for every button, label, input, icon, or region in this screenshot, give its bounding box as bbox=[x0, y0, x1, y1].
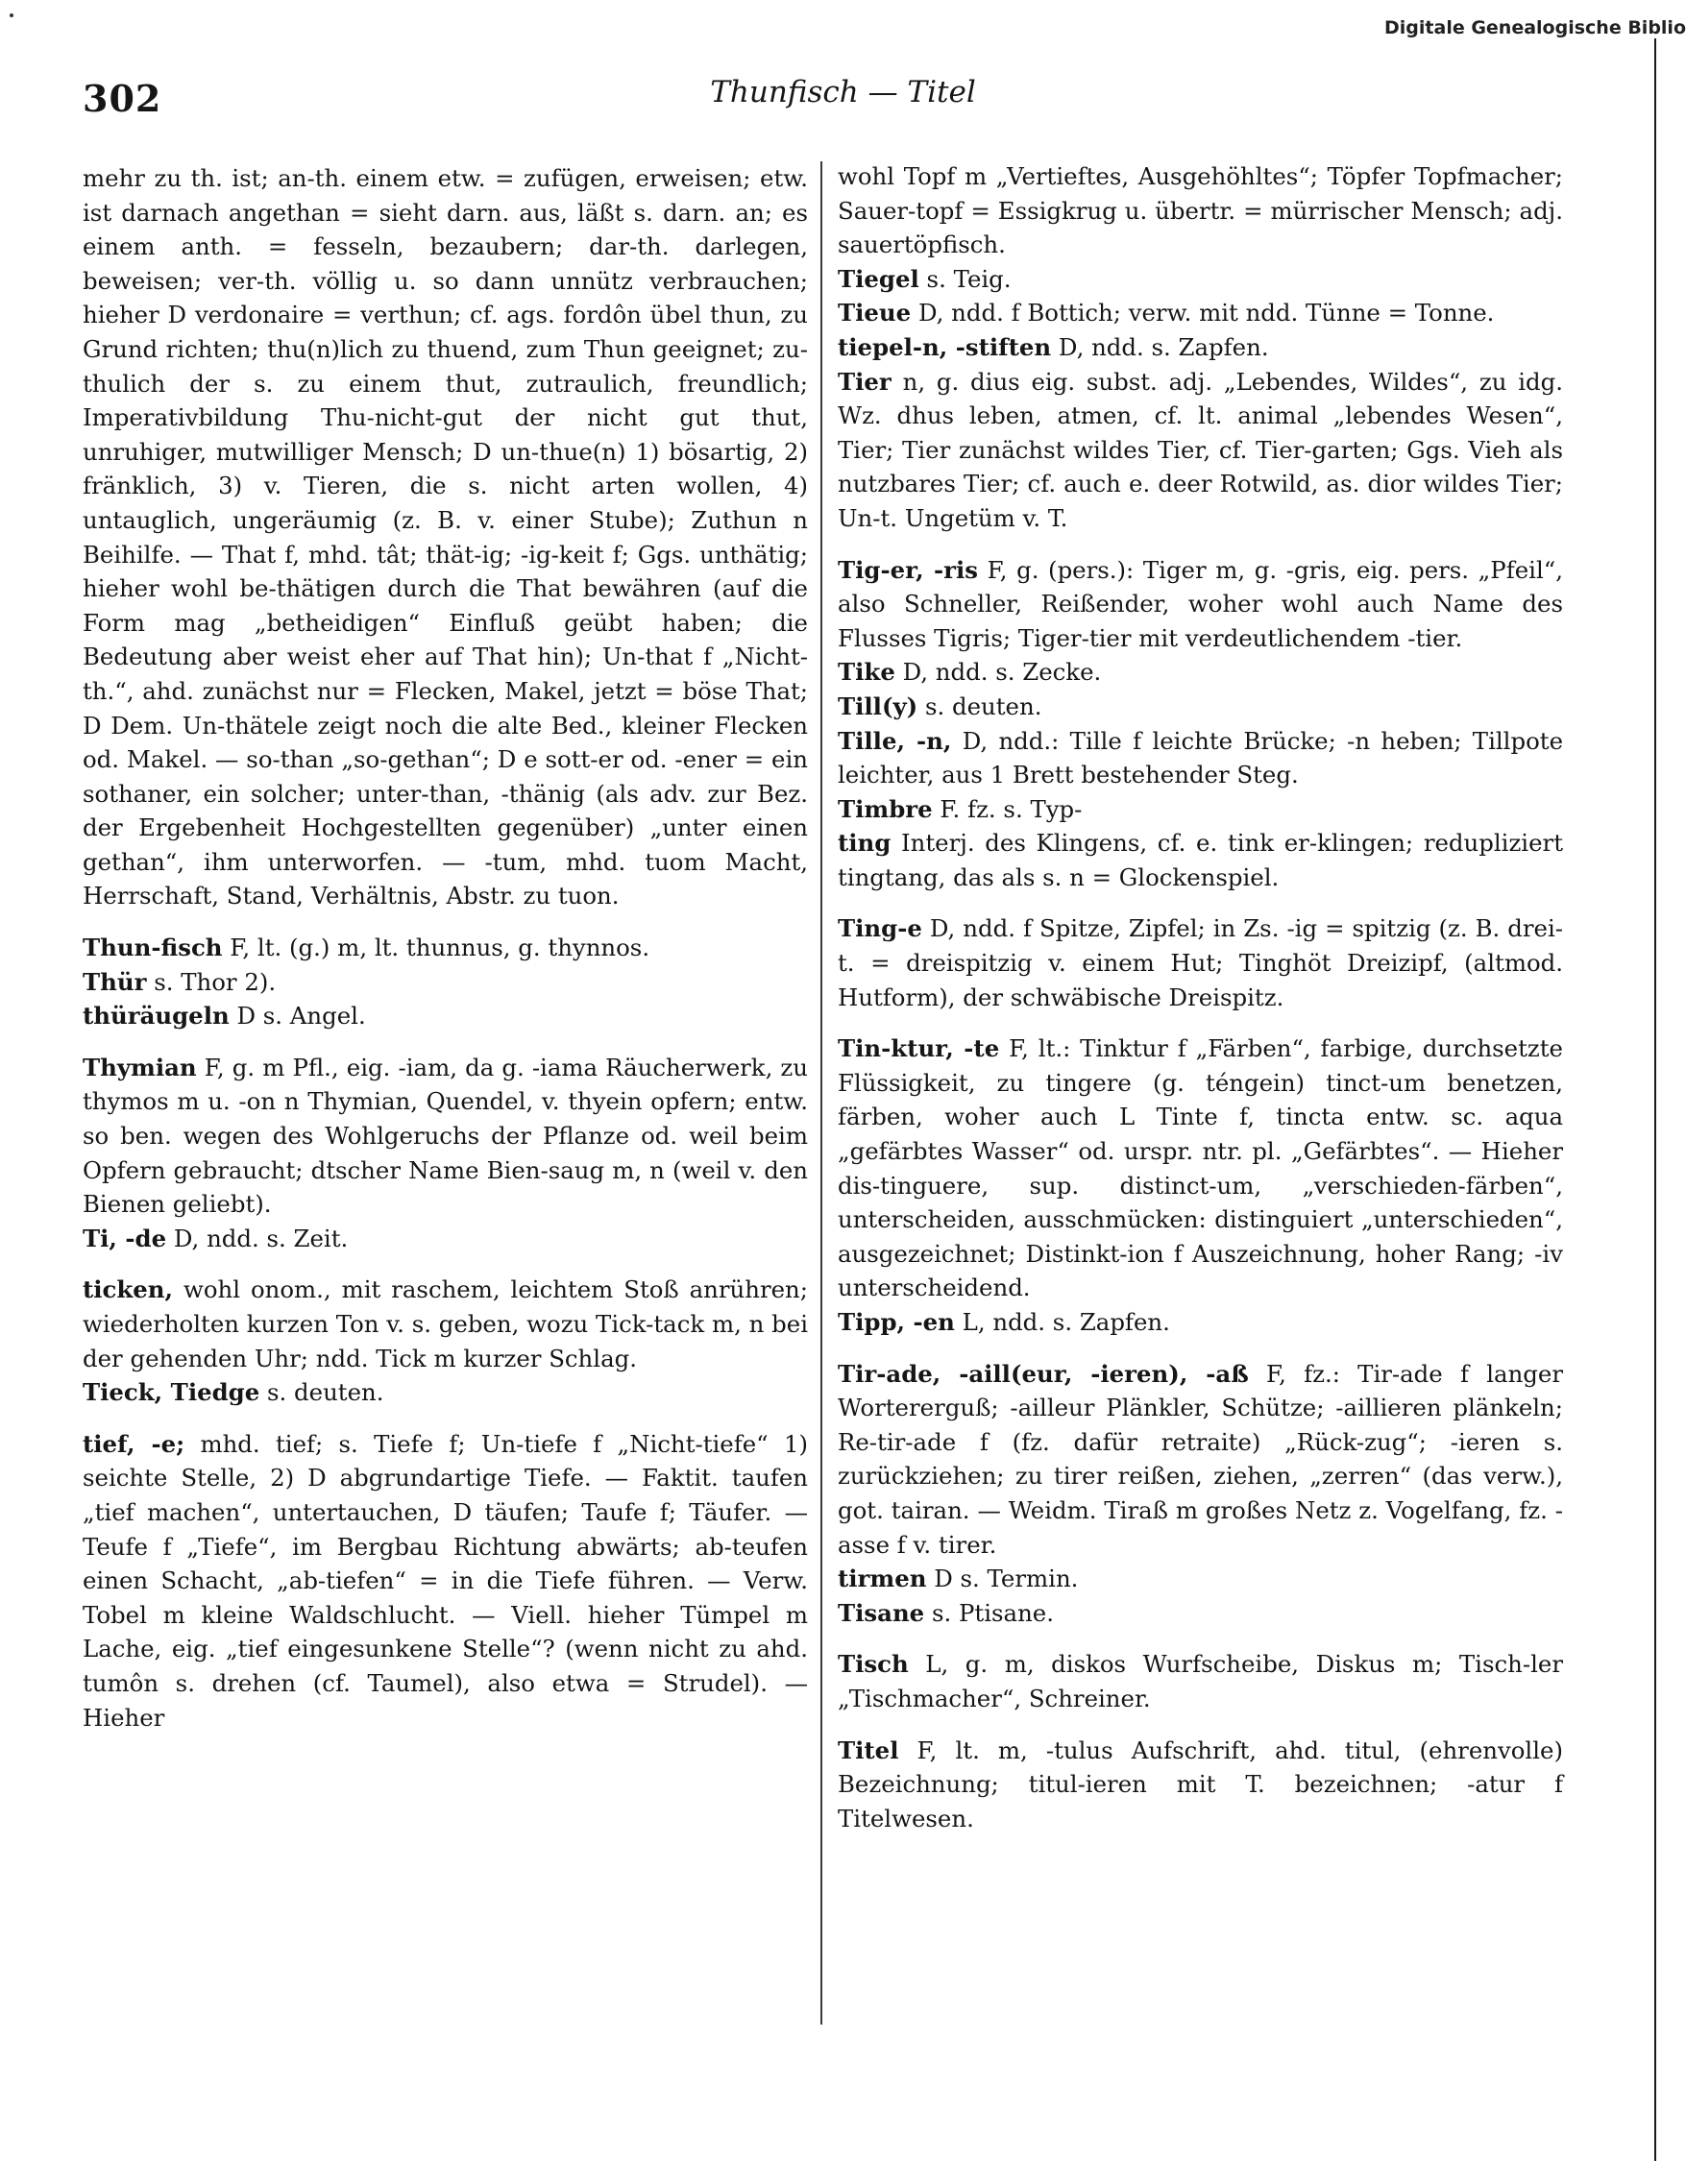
column-divider bbox=[820, 161, 822, 2025]
entry-headword: ting bbox=[838, 829, 892, 858]
dictionary-entry bbox=[838, 1562, 1563, 1596]
dictionary-entry bbox=[838, 655, 1563, 690]
dictionary-entry bbox=[838, 690, 1563, 724]
entry-text: D, ndd.: Tille f leichte Brücke; -n heben; Tillpote leichter, aus 1 Brett bestehender Steg. bbox=[838, 726, 1564, 789]
dictionary-entry bbox=[838, 1647, 1563, 1715]
dictionary-entry bbox=[838, 365, 1563, 536]
entry-headword: Tipp, -en bbox=[838, 1308, 955, 1336]
entry-text: F, lt. (g.) m, lt. thunnus, g. thynnos. bbox=[230, 934, 650, 962]
entry-headword: Tisane bbox=[838, 1598, 925, 1627]
left-column bbox=[83, 161, 808, 1735]
entry-text: s. Ptisane. bbox=[931, 1598, 1054, 1627]
entry-headword: Till(y) bbox=[838, 692, 918, 720]
dictionary-entry bbox=[838, 1357, 1563, 1563]
entry-text: mhd. tief; s. Tiefe f; Un-tiefe f „Nicht-tiefe“ 1) seichte Stelle, 2) D abgrundartige Tiefe. — Faktit. taufen „tief machen“, untertauchen, D täufen; Taufe f; Täufer. — Teufe f „Tiefe“, im Bergbau Richtung abwärts; ab-teufen einen Schacht, „ab-tiefen“ = in die Tiefe führen. — Verw. Tobel m kleine Waldschlucht. — Viell. hieher Tümpel m Lache, eig. „tief eingesunkene Stelle“? (wenn nicht zu ahd. tumôn s. drehen (cf. Taumel), also etwa = Strudel). — Hieher bbox=[83, 1429, 808, 1732]
running-head: Thunfisch — Titel bbox=[710, 75, 976, 109]
entry-text: n, g. dius eig. subst. adj. „Lebendes, Wildes“, zu idg. Wz. dhus leben, atmen, cf. lt. animal „lebendes Wesen“, Tier; Tier zunächst wildes Tier, cf. Tier-garten; Ggs. Vieh als nutzbares Tier; cf. auch e. deer Rotwild, as. dior wildes Tier; Un-t. Ungetüm v. T. bbox=[838, 367, 1563, 532]
scan-speck bbox=[10, 13, 13, 17]
entry-text: wohl onom., mit raschem, leichtem Stoß anrühren; wiederholten kurzen Ton v. s. geben, wozu Tick-tack m, n bei der gehenden Uhr; ndd. Tick m kurzer Schlag. bbox=[83, 1275, 808, 1372]
entry-headword: Tisch bbox=[838, 1650, 909, 1679]
dictionary-entry bbox=[838, 1734, 1563, 1836]
dictionary-entry bbox=[83, 965, 808, 1000]
dictionary-entry bbox=[838, 159, 1563, 262]
dictionary-entry bbox=[838, 296, 1563, 330]
dictionary-entry bbox=[83, 1222, 808, 1256]
entry-text: s. Thor 2). bbox=[154, 967, 277, 996]
entry-headword: Tille, -n, bbox=[838, 726, 952, 755]
dictionary-entry bbox=[838, 1031, 1563, 1305]
entry-headword: tiepel-n, -stiften bbox=[838, 332, 1052, 361]
entry-text: F, g. (pers.): Tiger m, g. -gris, eig. pers. „Pfeil“, also Schneller, Reißender, woher wohl auch Name des Flusses Tigris; Tiger-tier mit verdeutlichendem -tier. bbox=[838, 555, 1563, 652]
entry-headword: Tin-ktur, -te bbox=[838, 1034, 1000, 1063]
entry-text: D, ndd. s. Zeit. bbox=[173, 1224, 349, 1252]
entry-text: D s. Angel. bbox=[236, 1002, 366, 1031]
dictionary-entry bbox=[83, 1051, 808, 1222]
entry-text: D s. Termin. bbox=[934, 1565, 1079, 1593]
dictionary-entry bbox=[838, 1305, 1563, 1340]
entry-headword: Ti, -de bbox=[83, 1224, 167, 1252]
entry-headword: Tig-er, -ris bbox=[838, 555, 978, 584]
entry-text: F, g. m Pfl., eig. -iam, da g. -iama Räucherwerk, zu thymos m u. -on n Thymian, Quendel, v. thyein opfern; entw. so ben. wegen des Wohlgeruchs der Pflanze od. weil beim Opfern gebraucht; dtscher Name Bien-saug m, n (weil v. den Bienen geliebt). bbox=[83, 1053, 808, 1219]
entry-text: D, ndd. f Spitze, Zipfel; in Zs. -ig = spitzig (z. B. drei-t. = dreispitzig v. einem Hut; Tinghöt Dreizipf, (altmod. Hutform), der schwäbische Dreispitz. bbox=[838, 914, 1563, 1011]
entry-headword: Tiegel bbox=[838, 264, 919, 293]
entry-headword: Timbre bbox=[838, 794, 933, 823]
entry-text: wohl Topf m „Vertieftes, Ausgehöhltes“; Töpfer Topfmacher; Sauer-topf = Essigkrug u. übertr. = mürrischer Mensch; adj. sauertöpfisch. bbox=[838, 162, 1563, 259]
entry-headword: ticken, bbox=[83, 1275, 174, 1304]
entry-text: F, lt. m, -tulus Aufschrift, ahd. titul, (ehrenvolle) Bezeichnung; titul-ieren mit T. bezeichnen; -atur f Titelwesen. bbox=[838, 1735, 1563, 1832]
entry-headword: tirmen bbox=[838, 1565, 927, 1593]
entry-text: s. Teig. bbox=[926, 264, 1012, 293]
entry-text: s. deuten. bbox=[267, 1378, 384, 1407]
entry-text: F. fz. s. Typ- bbox=[940, 794, 1083, 823]
entry-headword: Tieue bbox=[838, 299, 912, 328]
right-column bbox=[838, 159, 1563, 1835]
dictionary-entry bbox=[838, 724, 1563, 792]
entry-headword: Thür bbox=[83, 967, 147, 996]
entry-headword: Tir-ade, -aill(eur, -ieren), -aß bbox=[838, 1359, 1249, 1388]
library-watermark: Digitale Genealogische Biblio bbox=[1384, 17, 1686, 38]
page-edge-line bbox=[1654, 38, 1656, 2161]
page-number: 302 bbox=[83, 77, 162, 120]
dictionary-entry bbox=[83, 999, 808, 1033]
dictionary-entry bbox=[83, 1273, 808, 1375]
entry-text: s. deuten. bbox=[924, 692, 1042, 720]
entry-text: L, ndd. s. Zapfen. bbox=[962, 1308, 1170, 1336]
entry-headword: Thymian bbox=[83, 1053, 197, 1081]
entry-text: D, ndd. s. Zapfen. bbox=[1058, 332, 1269, 361]
entry-headword: Ting-e bbox=[838, 914, 922, 943]
dictionary-entry bbox=[83, 931, 808, 965]
dictionary-entry bbox=[83, 161, 808, 913]
dictionary-entry bbox=[838, 330, 1563, 365]
dictionary-entry bbox=[838, 1596, 1563, 1631]
entry-headword: Titel bbox=[838, 1735, 899, 1764]
dictionary-entry bbox=[83, 1427, 808, 1735]
entry-headword: thüräugeln bbox=[83, 1002, 230, 1031]
entry-headword: Tieck, Tiedge bbox=[83, 1378, 260, 1407]
dictionary-entry bbox=[83, 1375, 808, 1410]
entry-text: Interj. des Klingens, cf. e. tink er-klingen; redupliziert tingtang, das als s. n = Glockenspiel. bbox=[838, 829, 1563, 891]
entry-headword: Tier bbox=[838, 367, 892, 396]
entry-text: D, ndd. s. Zecke. bbox=[902, 658, 1102, 687]
dictionary-entry bbox=[838, 911, 1563, 1014]
entry-text: mehr zu th. ist; an-th. einem etw. = zufügen, erweisen; etw. ist darnach angethan = sieht darn. aus, läßt s. darn. an; es einem anth. = fesseln, bezaubern; dar-th. darlegen, beweisen; ver-th. völlig u. so dann unnütz verbrauchen; hieher D verdonaire = verthun; cf. ags. fordôn übel thun, zu Grund richten; thu(n)lich zu thuend, zum Thun geeignet; zu-thulich der s. zu einem thut, zutraulich, freundlich; Imperativbildung Thu-nicht-gut der nicht gut thut, unruhiger, mutwilliger Mensch; D un-thue(n) 1) bösartig, 2) fränklich, 3) v. Tieren, die s. nicht arten wollen, 4) untauglich, ungeräumig (z. B. v. einer Stube); Zuthun n Beihilfe. — That f, mhd. tât; thät-ig; -ig-keit f; Ggs. unthätig; hieher wohl be-thätigen durch die That bewähren (auf die Form mag „betheidigen“ Einfluß geübt haben; die Bedeutung aber weist eher auf That hin); Un-that f „Nicht-th.“, ahd. zunächst nur = Flecken, Makel, jetzt = böse That; D Dem. Un-thätele zeigt noch die alte Bed., kleiner Flecken od. Makel. — so-than „so-gethan“; D e sott-er od. -ener = ein sothaner, ein solcher; unter-than, -thänig (als adv. zur Bez. der Ergebenheit Hochgestellten gegenüber) „unter einen gethan“, ihm unterworfen. — -tum, mhd. tuom Macht, Herrschaft, Stand, Verhältnis, Abstr. zu tuon. bbox=[83, 164, 808, 910]
entry-headword: tief, -e; bbox=[83, 1429, 185, 1458]
entry-headword: Thun-fisch bbox=[83, 934, 223, 962]
entry-text: F, fz.: Tir-ade f langer Wortererguß; -ailleur Plänkler, Schütze; -aillieren plänkeln; Re-tir-ade f (fz. dafür retraite) „Rück-zug“; -ieren s. zurückziehen; zu tirer reißen, ziehen, „zerren“ (das verw.), got. tairan. — Weidm. Tiraß m großes Netz z. Vogelfang, fz. -asse f v. tirer. bbox=[838, 1359, 1563, 1559]
dictionary-entry bbox=[838, 553, 1563, 656]
entry-text: D, ndd. f Bottich; verw. mit ndd. Tünne = Tonne. bbox=[917, 299, 1495, 328]
entry-headword: Tike bbox=[838, 658, 895, 687]
entry-text: F, lt.: Tinktur f „Färben“, farbige, durchsetzte Flüssigkeit, zu tingere (g. téngein) tinct-um benetzen, färben, woher auch L Tinte f, tincta entw. sc. aqua „gefärbtes Wasser“ od. urspr. ntr. pl. „Gefärbtes“. — Hieher dis-tinguere, sup. distinct-um, „verschieden-färben“, unterscheiden, ausschmücken: distinguiert „unterschieden“, ausgezeichnet; Distinkt-ion f Auszeichnung, hoher Rang; -iv unterscheidend. bbox=[838, 1034, 1563, 1302]
dictionary-entry bbox=[838, 262, 1563, 297]
dictionary-entry bbox=[838, 826, 1563, 894]
dictionary-entry bbox=[838, 792, 1563, 827]
entry-text: L, g. m, diskos Wurfscheibe, Diskus m; Tisch-ler „Tischmacher“, Schreiner. bbox=[838, 1650, 1563, 1712]
